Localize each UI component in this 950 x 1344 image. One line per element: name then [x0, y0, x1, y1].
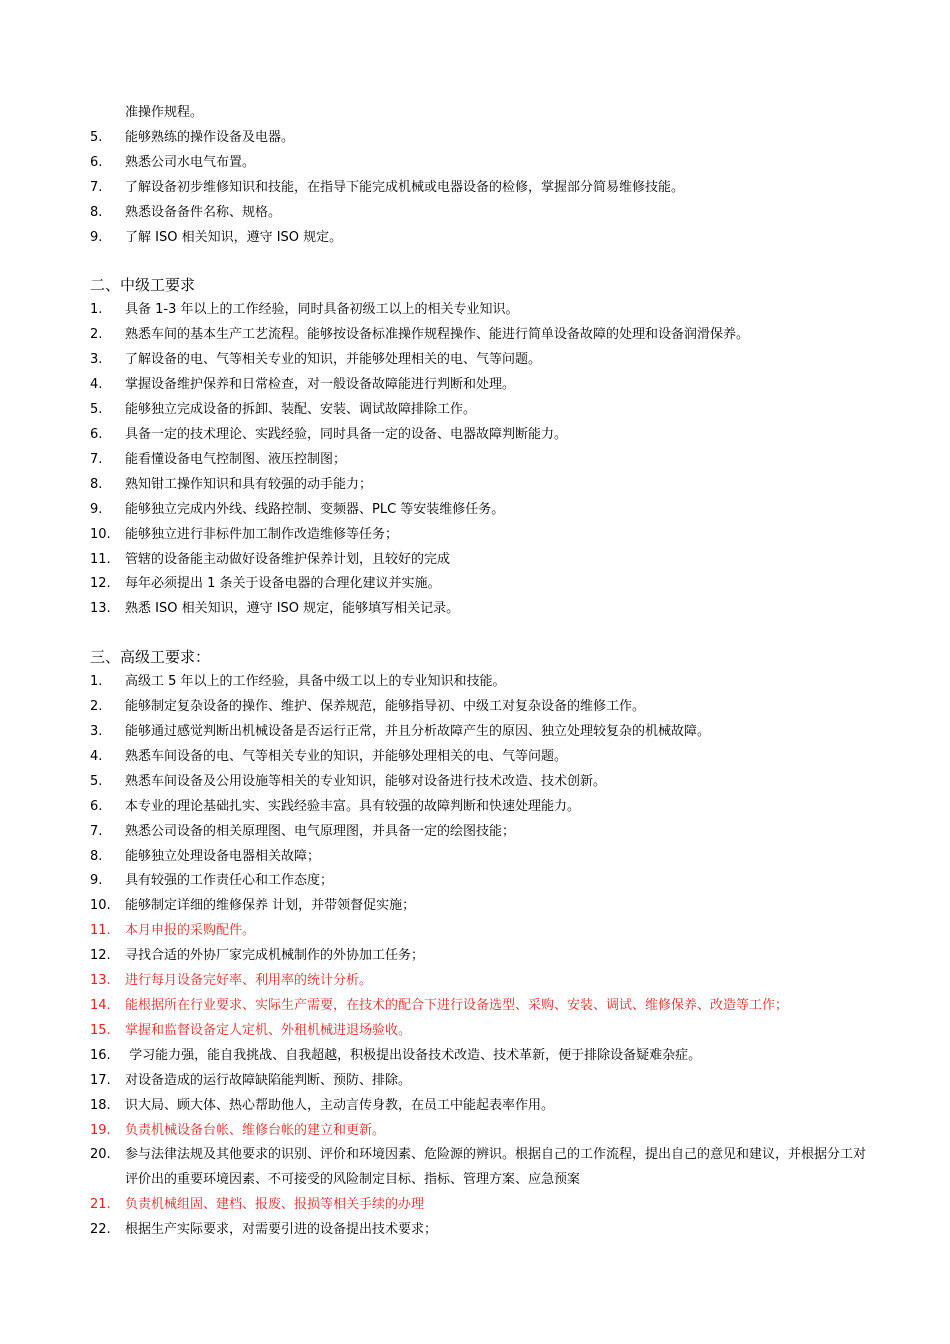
list-item-text: 了解设备的电、气等相关专业的知识，并能够处理相关的电、气等问题。 [125, 352, 542, 368]
list-item-text: 本专业的理论基础扎实、实践经验丰富。具有较强的故障判断和快速处理能力。 [125, 798, 581, 814]
list-item [90, 572, 870, 597]
list-item [90, 498, 870, 523]
section-heading-senior: 三、高级工要求： [90, 648, 211, 667]
list-item-number: 4. [90, 377, 103, 393]
senior-requirements-list [90, 670, 870, 1243]
list-item-text: 了解设备初步维修知识和技能，在指导下能完成机械或电器设备的检修，掌握部分简易维修技能。 [125, 179, 685, 195]
list-item-text: 熟悉公司水电气布置。 [125, 154, 256, 170]
list-item-number: 13. [90, 973, 111, 989]
list-item-number: 7. [90, 179, 103, 195]
list-item-number: 10. [90, 898, 111, 914]
list-item-text: 负责机械设备台帐、维修台帐的建立和更新。 [125, 1122, 386, 1138]
list-item [90, 994, 870, 1019]
list-item [90, 1019, 870, 1044]
list-item [90, 226, 870, 251]
list-item-number: 12. [90, 948, 111, 964]
list-item [90, 770, 870, 795]
list-item-number: 9. [90, 873, 103, 889]
list-item-text: 能够制定详细的维修保养 计划，并带领督促实施； [125, 898, 416, 914]
list-item [90, 298, 870, 323]
list-item-number: 19. [90, 1122, 111, 1138]
intermediate-requirements-list [90, 298, 870, 622]
list-item [90, 176, 870, 201]
list-item-text: 熟悉公司设备的相关原理图、电气原理图，并具备一定的绘图技能； [125, 823, 516, 839]
list-item-number: 8. [90, 476, 103, 492]
list-item-text: 本月申报的采购配件。 [125, 923, 256, 939]
list-item-number: 17. [90, 1072, 111, 1088]
list-item-text: 负责机械组固、建档、报废、报损等相关手续的办理 [125, 1197, 425, 1213]
list-item-number: 4. [90, 748, 103, 764]
list-item [90, 201, 870, 226]
list-item-number: 22. [90, 1222, 111, 1238]
list-item-number: 11. [90, 923, 111, 939]
list-item [90, 448, 870, 473]
list-item [90, 151, 870, 176]
list-item-text: 能够独立进行非标件加工制作改造维修等任务； [125, 526, 399, 542]
list-item-number: 11. [90, 551, 111, 567]
list-item [90, 373, 870, 398]
list-item-number: 13. [90, 601, 111, 617]
list-item [90, 919, 870, 944]
list-item-text: 高级工 5 年以上的工作经验，具备中级工以上的专业知识和技能。 [125, 674, 506, 690]
list-item [90, 720, 870, 745]
list-item-text: 了解 ISO 相关知识，遵守 ISO 规定。 [125, 229, 343, 245]
list-item-number: 18. [90, 1097, 111, 1113]
document-content [90, 101, 870, 1243]
section-heading-intermediate: 二、中级工要求 [90, 276, 196, 295]
list-item-text: 熟悉车间设备的电、气等相关专业的知识，并能够处理相关的电、气等问题。 [125, 748, 568, 764]
list-item-number: 9. [90, 501, 103, 517]
list-item-text: 能够通过感觉判断出机械设备是否运行正常，并且分析故障产生的原因、独立处理较复杂的机械故障。 [125, 724, 711, 740]
list-item [90, 944, 870, 969]
list-item-text: 管辖的设备能主动做好设备维护保养计划，且较好的完成 [125, 551, 451, 567]
list-item-text: 能看懂设备电气控制图、液压控制图； [125, 451, 347, 467]
list-item-number: 21. [90, 1197, 111, 1213]
list-item-number: 3. [90, 352, 103, 368]
list-item [90, 473, 870, 498]
list-item-number: 5. [90, 773, 103, 789]
list-item-number: 5. [90, 129, 103, 145]
list-item-text: 具有较强的工作责任心和工作态度； [125, 873, 334, 889]
list-item-number: 1. [90, 674, 103, 690]
list-item [90, 126, 870, 151]
list-item-number: 2. [90, 699, 103, 715]
list-item [90, 1143, 870, 1193]
list-item [90, 597, 870, 622]
list-item [90, 1119, 870, 1144]
continuation-line: 准操作规程。 [125, 105, 204, 120]
list-item-number: 8. [90, 848, 103, 864]
list-item-number: 3. [90, 724, 103, 740]
list-item-text: 进行每月设备完好率、利用率的统计分析。 [125, 973, 373, 989]
list-item [90, 398, 870, 423]
top-list [90, 126, 870, 251]
list-item [90, 1193, 870, 1218]
list-item-text: 能够制定复杂设备的操作、维护、保养规范，能够指导初、中级工对复杂设备的维修工作。 [125, 699, 646, 715]
list-item-text: 对设备造成的运行故障缺陷能判断、预防、排除。 [125, 1072, 412, 1088]
list-item-number: 6. [90, 426, 103, 442]
list-item-number: 2. [90, 327, 103, 343]
list-item [90, 1094, 870, 1119]
list-item-text: 具备 1-3 年以上的工作经验，同时具备初级工以上的相关专业知识。 [125, 302, 519, 318]
list-item [90, 1044, 870, 1069]
list-item-number: 5. [90, 402, 103, 418]
list-item-text: 识大局、顾大体、热心帮助他人，主动言传身教，在员工中能起表率作用。 [125, 1097, 555, 1113]
list-item-text: 能根据所在行业要求、实际生产需要，在技术的配合下进行设备选型、采购、安装、调试、维修保养、改造等工作； [125, 998, 789, 1013]
list-item-number: 14. [90, 998, 111, 1013]
list-item-text: 熟悉设备备件名称、规格。 [125, 204, 282, 220]
list-item [90, 969, 870, 994]
list-item [90, 548, 870, 573]
list-item-text: 寻找合适的外协厂家完成机械制作的外协加工任务； [125, 948, 425, 964]
list-item-text: 熟悉车间的基本生产工艺流程。能够按设备标准操作规程操作、能进行简单设备故障的处理和设备润滑保养。 [125, 327, 750, 343]
list-item [90, 695, 870, 720]
list-item-text: 根据生产实际要求，对需要引进的设备提出技术要求； [125, 1222, 438, 1238]
list-item [90, 745, 870, 770]
list-item-text: 能够独立完成内外线、线路控制、变频器、PLC 等安装维修任务。 [125, 501, 505, 517]
list-item-text: 熟悉 ISO 相关知识，遵守 ISO 规定，能够填写相关记录。 [125, 601, 460, 617]
list-item-number: 9. [90, 229, 103, 245]
list-item-text: 掌握和监督设备定人定机、外租机械进退场验收。 [125, 1022, 412, 1038]
list-item [90, 845, 870, 870]
list-item-number: 1. [90, 302, 103, 318]
list-item-text: 能够独立处理设备电器相关故障； [125, 848, 321, 864]
list-item-number: 8. [90, 204, 103, 220]
list-item-number: 16. [90, 1047, 111, 1063]
list-item-text: 掌握设备维护保养和日常检查，对一般设备故障能进行判断和处理。 [125, 377, 516, 393]
list-item [90, 523, 870, 548]
list-item-text: 熟知钳工操作知识和具有较强的动手能力； [125, 476, 373, 492]
list-item [90, 820, 870, 845]
list-item-number: 6. [90, 154, 103, 170]
list-item-text: 学习能力强，能自我挑战、自我超越，积极提出设备技术改造、技术革新，便于排除设备疑难杂症。 [125, 1047, 702, 1063]
list-item-text: 能够熟练的操作设备及电器。 [125, 129, 295, 145]
list-item [90, 323, 870, 348]
list-item-number: 15. [90, 1022, 111, 1038]
list-item-number: 7. [90, 823, 103, 839]
list-item-text: 每年必须提出 1 条关于设备电器的合理化建议并实施。 [125, 576, 441, 592]
list-item-number: 10. [90, 526, 111, 542]
list-item [90, 670, 870, 695]
list-item [90, 1218, 870, 1243]
list-item [90, 1069, 870, 1094]
list-item-number: 6. [90, 798, 103, 814]
list-item-number: 12. [90, 576, 111, 592]
list-item-text: 能够独立完成设备的拆卸、装配、安装、调试故障排除工作。 [125, 402, 477, 418]
list-item [90, 423, 870, 448]
list-item-text: 具备一定的技术理论、实践经验，同时具备一定的设备、电器故障判断能力。 [125, 426, 568, 442]
list-item-number: 7. [90, 451, 103, 467]
list-item [90, 348, 870, 373]
list-item [90, 795, 870, 820]
list-item-number: 20. [90, 1147, 111, 1163]
list-item [90, 894, 870, 919]
list-item-text: 参与法律法规及其他要求的识别、评价和环境因素、危险源的辨识。根据自己的工作流程，提出自己的意见和建议，并根据分工对评价出的重要环境因素、不可接受的风险制定目标、指标、管理方案、应急预案 [125, 1147, 867, 1188]
list-item-text: 熟悉车间设备及公用设施等相关的专业知识，能够对设备进行技术改造、技术创新。 [125, 773, 607, 789]
list-item [90, 869, 870, 894]
